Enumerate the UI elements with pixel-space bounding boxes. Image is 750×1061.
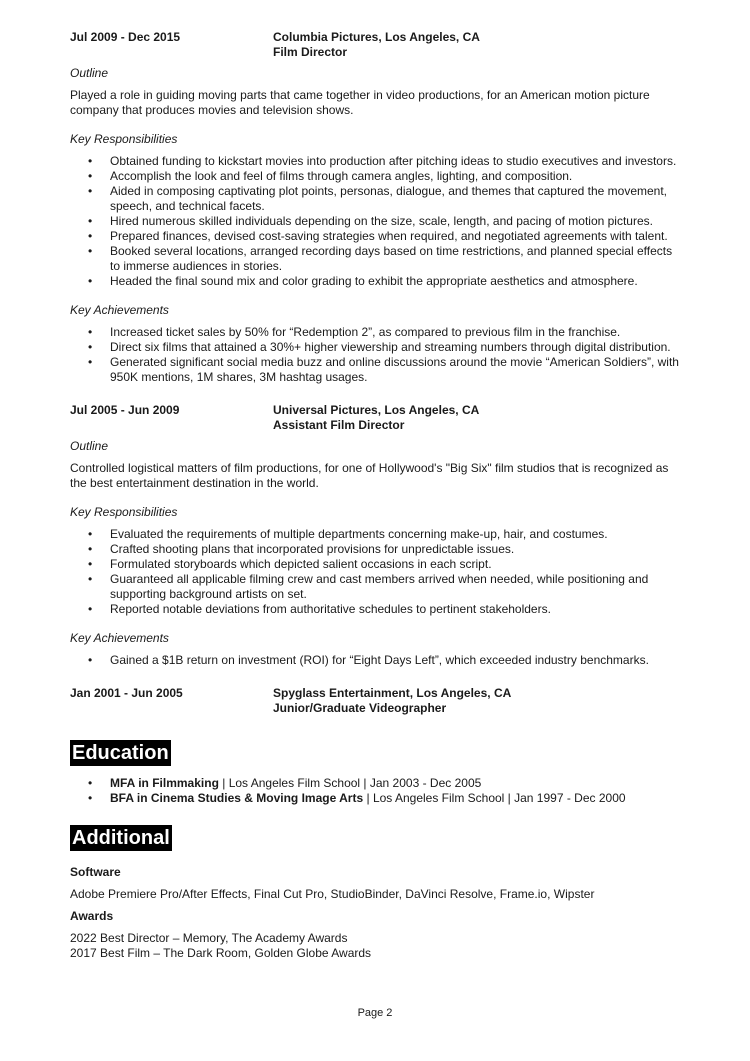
software-list: Adobe Premiere Pro/After Effects, Final Cut Pro, StudioBinder, DaVinci Resolve, Frame.io, Wipster [70, 887, 595, 901]
list-item: • Booked several locations, arranged recording days based on time restrictions, and planned special effects to immerse audiences in stories. [70, 244, 682, 274]
list-item [70, 776, 682, 791]
outline-label: Outline [70, 66, 109, 80]
degree-detail: | Los Angeles Film School | Jan 2003 - Dec 2005 [218, 776, 482, 790]
list-item: • Formulated storyboards which depicted salient occasions in each script. [70, 557, 682, 572]
job-title: Film Director [273, 45, 348, 59]
list-item: • Prepared finances, devised cost-saving strategies when required, and negotiated agreements with talent. [70, 229, 682, 244]
job-dates: Jul 2005 - Jun 2009 [70, 403, 180, 417]
job-entry [70, 30, 682, 385]
list-item: • Headed the final sound mix and color grading to exhibit the appropriate aesthetics and atmosphere. [70, 274, 682, 289]
job-dates: Jul 2009 - Dec 2015 [70, 30, 181, 44]
additional-heading: Additional [72, 827, 170, 849]
education-list [70, 776, 682, 806]
responsibilities-label: Key Responsibilities [70, 132, 178, 146]
software-label: Software [70, 865, 121, 879]
job-company: Columbia Pictures, Los Angeles, CA [273, 30, 480, 44]
list-item: • Obtained funding to kickstart movies into production after pitching ideas to studio executives and investors. [70, 154, 682, 169]
job-outline: Played a role in guiding moving parts that came together in video productions, for an American motion picture company that produces movies and television shows. [70, 88, 650, 117]
award-item: 2022 Best Director – Memory, The Academy Awards [70, 931, 348, 945]
education-section [70, 730, 682, 806]
degree-detail: | Los Angeles Film School | Jan 1997 - Dec 2000 [363, 791, 626, 805]
page-number: Page 2 [357, 1007, 393, 1019]
award-item: 2017 Best Film – The Dark Room, Golden Globe Awards [70, 946, 372, 960]
list-item: • Guaranteed all applicable filming crew and cast members arrived when needed, while positioning and supporting background artists on set. [70, 572, 682, 602]
list-item: • Evaluated the requirements of multiple departments concerning make-up, hair, and costumes. [70, 527, 682, 542]
job-title: Assistant Film Director [273, 418, 405, 432]
list-item: • Crafted shooting plans that incorporated provisions for unpredictable issues. [70, 542, 682, 557]
job-company: Spyglass Entertainment, Los Angeles, CA [273, 686, 512, 700]
resume-page-2 [70, 30, 682, 961]
job-dates: Jan 2001 - Jun 2005 [70, 686, 183, 700]
achievements-label: Key Achievements [70, 631, 169, 645]
job-entry [70, 403, 682, 668]
list-item: • Direct six films that attained a 30%+ higher viewership and streaming numbers through digital distribution. [70, 340, 682, 355]
job-title: Junior/Graduate Videographer [273, 701, 447, 715]
list-item [70, 791, 682, 806]
additional-section [70, 813, 682, 961]
job-outline: Controlled logistical matters of film productions, for one of Hollywood's "Big Six" film studios that is recognized as the best entertainment destination in the world. [70, 461, 669, 490]
degree-name: MFA in Filmmaking [110, 776, 219, 790]
outline-label: Outline [70, 439, 109, 453]
responsibilities-list [70, 527, 682, 617]
achievements-list [70, 653, 682, 668]
achievements-label: Key Achievements [70, 303, 169, 317]
job-company: Universal Pictures, Los Angeles, CA [273, 403, 480, 417]
responsibilities-list [70, 154, 682, 289]
job-header [70, 403, 682, 433]
awards-label: Awards [70, 909, 114, 923]
list-item: • Hired numerous skilled individuals depending on the size, scale, length, and pacing of motion pictures. [70, 214, 682, 229]
education-heading: Education [72, 742, 169, 764]
responsibilities-label: Key Responsibilities [70, 505, 178, 519]
job-entry [70, 686, 682, 716]
job-header [70, 30, 682, 60]
list-item: • Generated significant social media buzz and online discussions around the movie “American Soldiers”, with 950K mentions, 1M shares, 3M hashtag usages. [70, 355, 682, 385]
job-header [70, 686, 682, 716]
degree-name: BFA in Cinema Studies & Moving Image Arts [110, 791, 364, 805]
achievements-list [70, 325, 682, 385]
list-item: • Gained a $1B return on investment (ROI) for “Eight Days Left”, which exceeded industry benchmarks. [70, 653, 682, 668]
list-item: • Reported notable deviations from authoritative schedules to pertinent stakeholders. [70, 602, 682, 617]
list-item: • Accomplish the look and feel of films through camera angles, lighting, and composition. [70, 169, 682, 184]
list-item: • Aided in composing captivating plot points, personas, dialogue, and themes that captured the movement, speech, and technical facets. [70, 184, 682, 214]
list-item: • Increased ticket sales by 50% for “Redemption 2”, as compared to previous film in the franchise. [70, 325, 682, 340]
